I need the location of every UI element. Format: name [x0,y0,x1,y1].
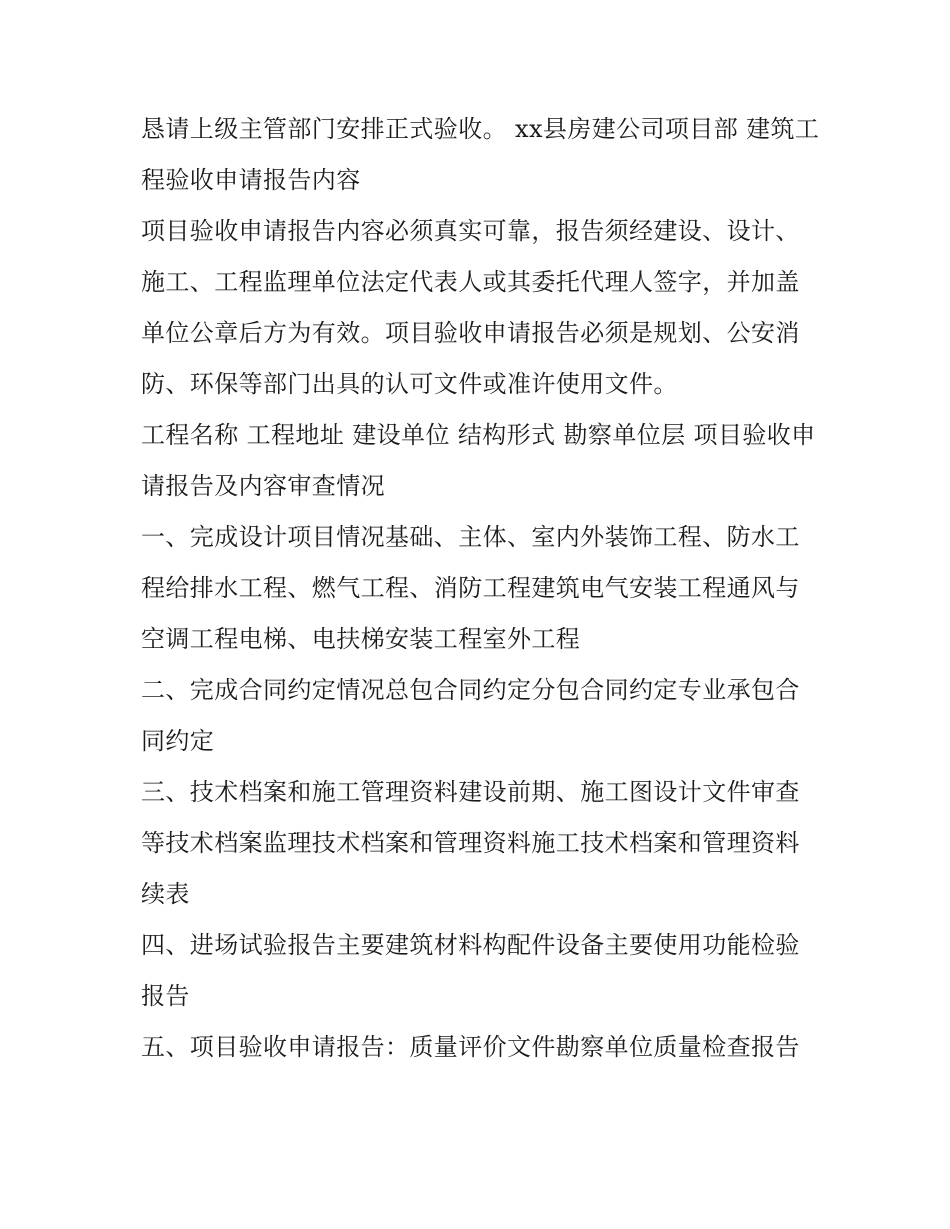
paragraph-section-5: 五、项目验收申请报告：质量评价文件勘察单位质量检查报告 [141,1033,800,1061]
paragraph-section-4: 四、进场试验报告主要建筑材料构配件设备主要使用功能检验报告 [141,931,800,1010]
paragraph-report-requirements: 项目验收申请报告内容必须真实可靠，报告须经建设、设计、施工、工程监理单位法定代表人或其委托代理人签字，并加盖单位公章后方为有效。项目验收申请报告必须是规划、公安消防、环保等部门出具的认可文件或准许使用文件。 [141,217,800,398]
paragraph-section-1: 一、完成设计项目情况基础、主体、室内外装饰工程、防水工程给排水工程、燃气工程、消防工程建筑电气安装工程通风与空调工程电梯、电扶梯安装工程室外工程 [141,523,800,653]
paragraph-project-fields: 工程名称 工程地址 建设单位 结构形式 勘察单位层 项目验收申请报告及内容审查情况 [141,421,816,500]
paragraph-acceptance-request: 恳请上级主管部门安排正式验收。 xx县房建公司项目部 建筑工程验收申请报告内容 [141,115,820,194]
paragraph-section-2: 二、完成合同约定情况总包合同约定分包合同约定专业承包合同约定 [141,676,800,755]
paragraph-section-3: 三、技术档案和施工管理资料建设前期、施工图设计文件审查等技术档案监理技术档案和管理资料施工技术档案和管理资料续表 [141,778,800,908]
document-body [141,104,821,1073]
